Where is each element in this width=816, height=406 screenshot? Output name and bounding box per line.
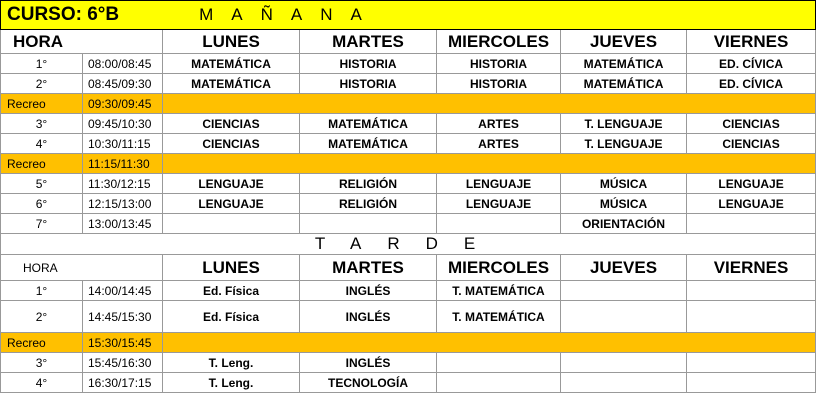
time-cell: 10:30/11:15 xyxy=(83,134,163,154)
hora-header: HORA xyxy=(1,255,163,281)
subject-cell: RELIGIÓN xyxy=(300,174,437,194)
subject-cell: CIENCIAS xyxy=(687,134,816,154)
period-row xyxy=(1,74,816,94)
recreo-label: Recreo xyxy=(1,94,83,114)
day-header: JUEVES xyxy=(561,255,687,281)
period-cell: 4° xyxy=(1,134,83,154)
recreo-fill xyxy=(163,333,816,353)
time-cell: 14:45/15:30 xyxy=(83,301,163,333)
period-row xyxy=(1,54,816,74)
subject-cell: T. LENGUAJE xyxy=(561,134,687,154)
afternoon-header-row xyxy=(1,255,816,281)
subject-cell: T. LENGUAJE xyxy=(561,114,687,134)
period-row xyxy=(1,281,816,301)
subject-cell: LENGUAJE xyxy=(437,174,561,194)
time-cell: 11:15/11:30 xyxy=(83,154,163,174)
period-cell: 1° xyxy=(1,54,83,74)
recreo-label: Recreo xyxy=(1,154,83,174)
time-cell: 12:15/13:00 xyxy=(83,194,163,214)
subject-cell: MATEMÁTICA xyxy=(561,74,687,94)
recreo-fill xyxy=(163,154,816,174)
subject-cell: MÚSICA xyxy=(561,174,687,194)
recreo-row xyxy=(1,94,816,114)
time-cell: 13:00/13:45 xyxy=(83,214,163,234)
subject-cell xyxy=(561,301,687,333)
subject-cell: HISTORIA xyxy=(300,54,437,74)
subject-cell: LENGUAJE xyxy=(163,194,300,214)
subject-cell xyxy=(687,373,816,393)
period-cell: 1° xyxy=(1,281,83,301)
recreo-label: Recreo xyxy=(1,333,83,353)
period-cell: 7° xyxy=(1,214,83,234)
afternoon-label-row xyxy=(1,234,816,255)
day-header: JUEVES xyxy=(561,30,687,54)
subject-cell xyxy=(437,214,561,234)
subject-cell: HISTORIA xyxy=(300,74,437,94)
period-cell: 3° xyxy=(1,353,83,373)
subject-cell: INGLÉS xyxy=(300,281,437,301)
subject-cell: MATEMÁTICA xyxy=(300,114,437,134)
subject-cell: ED. CÍVICA xyxy=(687,74,816,94)
subject-cell: MATEMÁTICA xyxy=(163,54,300,74)
subject-cell: LENGUAJE xyxy=(687,194,816,214)
subject-cell: CIENCIAS xyxy=(163,134,300,154)
subject-cell: CIENCIAS xyxy=(687,114,816,134)
period-cell: 6° xyxy=(1,194,83,214)
time-cell: 15:30/15:45 xyxy=(83,333,163,353)
course-title: CURSO: 6°B xyxy=(7,4,120,25)
day-header: MARTES xyxy=(300,255,437,281)
period-row xyxy=(1,373,816,393)
day-header: MARTES xyxy=(300,30,437,54)
period-row xyxy=(1,214,816,234)
hora-header: HORA xyxy=(1,30,163,54)
title-cell xyxy=(1,1,816,30)
time-cell: 08:00/08:45 xyxy=(83,54,163,74)
subject-cell: LENGUAJE xyxy=(437,194,561,214)
time-cell: 16:30/17:15 xyxy=(83,373,163,393)
subject-cell xyxy=(561,373,687,393)
subject-cell: T. MATEMÁTICA xyxy=(437,281,561,301)
period-row xyxy=(1,174,816,194)
subject-cell: T. Leng. xyxy=(163,373,300,393)
subject-cell: MATEMÁTICA xyxy=(300,134,437,154)
subject-cell: ORIENTACIÓN xyxy=(561,214,687,234)
subject-cell: MATEMÁTICA xyxy=(163,74,300,94)
subject-cell: HISTORIA xyxy=(437,74,561,94)
period-cell: 4° xyxy=(1,373,83,393)
subject-cell: LENGUAJE xyxy=(163,174,300,194)
period-row xyxy=(1,114,816,134)
day-header: LUNES xyxy=(163,30,300,54)
subject-cell: INGLÉS xyxy=(300,301,437,333)
time-cell: 09:30/09:45 xyxy=(83,94,163,114)
period-cell: 2° xyxy=(1,74,83,94)
period-row xyxy=(1,353,816,373)
subject-cell xyxy=(561,281,687,301)
subject-cell: ED. CÍVICA xyxy=(687,54,816,74)
afternoon-label: TARDE xyxy=(1,234,816,255)
subject-cell xyxy=(163,214,300,234)
day-header: VIERNES xyxy=(687,255,816,281)
time-cell: 11:30/12:15 xyxy=(83,174,163,194)
subject-cell: T. Leng. xyxy=(163,353,300,373)
period-cell: 5° xyxy=(1,174,83,194)
subject-cell: TECNOLOGÍA xyxy=(300,373,437,393)
recreo-fill xyxy=(163,94,816,114)
subject-cell: CIENCIAS xyxy=(163,114,300,134)
subject-cell xyxy=(687,301,816,333)
period-row xyxy=(1,301,816,333)
subject-cell: HISTORIA xyxy=(437,54,561,74)
day-header: VIERNES xyxy=(687,30,816,54)
recreo-row xyxy=(1,333,816,353)
subject-cell xyxy=(687,353,816,373)
time-cell: 15:45/16:30 xyxy=(83,353,163,373)
subject-cell: Ed. Física xyxy=(163,281,300,301)
period-row xyxy=(1,194,816,214)
subject-cell: INGLÉS xyxy=(300,353,437,373)
subject-cell: MATEMÁTICA xyxy=(561,54,687,74)
day-header: LUNES xyxy=(163,255,300,281)
subject-cell: RELIGIÓN xyxy=(300,194,437,214)
period-row xyxy=(1,134,816,154)
time-cell: 08:45/09:30 xyxy=(83,74,163,94)
subject-cell xyxy=(437,373,561,393)
subject-cell xyxy=(437,353,561,373)
subject-cell: ARTES xyxy=(437,114,561,134)
recreo-row xyxy=(1,154,816,174)
time-cell: 14:00/14:45 xyxy=(83,281,163,301)
subject-cell xyxy=(561,353,687,373)
subject-cell xyxy=(300,214,437,234)
subject-cell: Ed. Física xyxy=(163,301,300,333)
morning-label: MAÑANA xyxy=(199,5,380,24)
subject-cell: MÚSICA xyxy=(561,194,687,214)
subject-cell: ARTES xyxy=(437,134,561,154)
day-header: MIERCOLES xyxy=(437,255,561,281)
subject-cell: T. MATEMÁTICA xyxy=(437,301,561,333)
morning-header-row xyxy=(1,30,816,54)
subject-cell xyxy=(687,214,816,234)
time-cell: 09:45/10:30 xyxy=(83,114,163,134)
period-cell: 2° xyxy=(1,301,83,333)
subject-cell: LENGUAJE xyxy=(687,174,816,194)
title-row xyxy=(1,1,816,30)
day-header: MIERCOLES xyxy=(437,30,561,54)
subject-cell xyxy=(687,281,816,301)
period-cell: 3° xyxy=(1,114,83,134)
